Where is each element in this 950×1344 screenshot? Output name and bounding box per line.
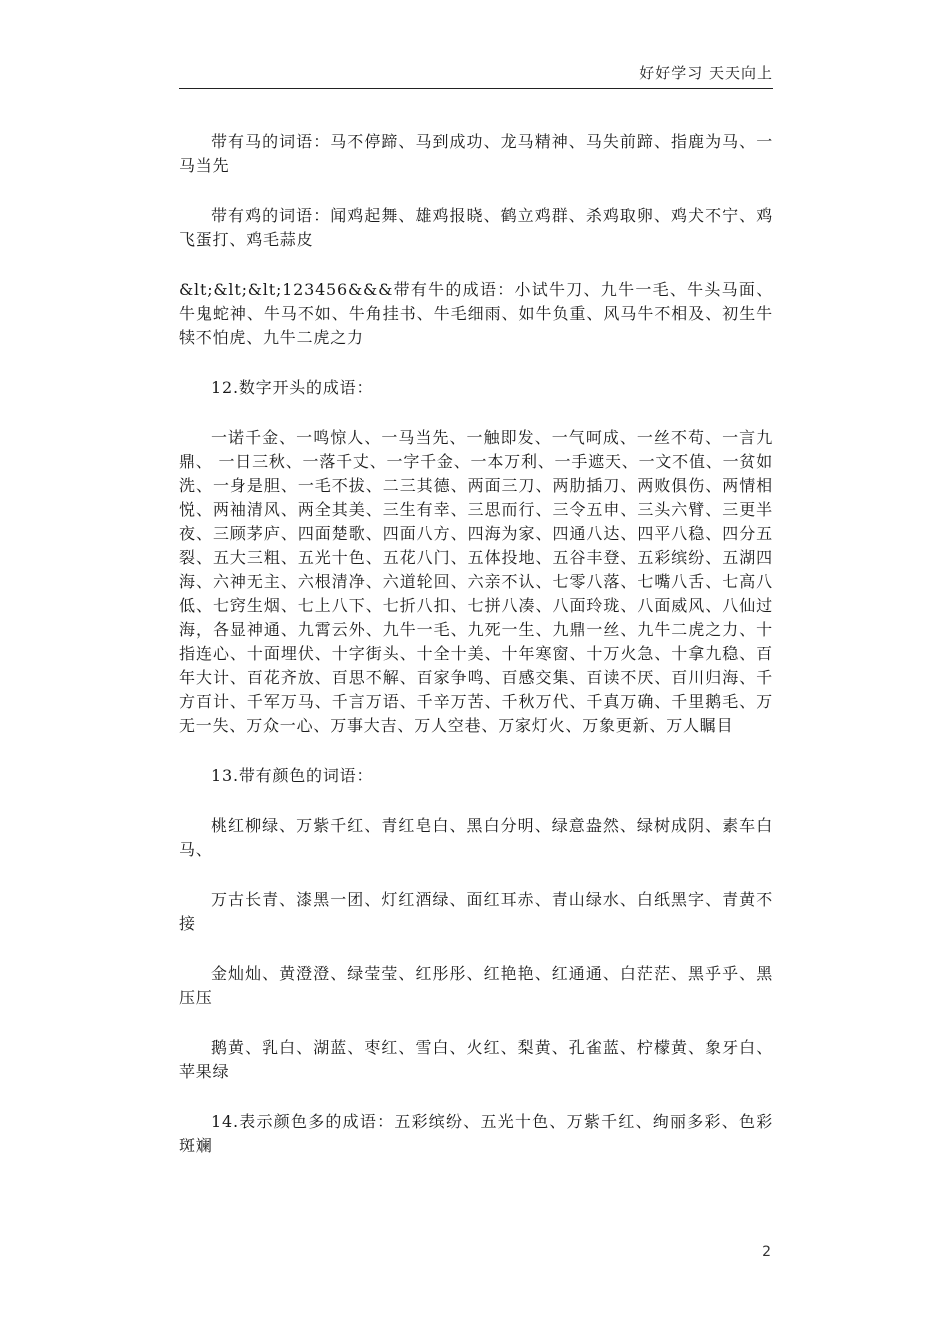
page-number: 2 — [762, 1244, 771, 1260]
document-body — [179, 130, 773, 1184]
paragraph-color-words-2: 万古长青、漆黑一团、灯红酒绿、面红耳赤、青山绿水、白纸黑字、青黄不接 — [179, 890, 773, 933]
page-header: 好好学习 天天向上 — [639, 64, 773, 82]
paragraph-chicken-words: 带有鸡的词语：闻鸡起舞、雄鸡报晓、鹤立鸡群、杀鸡取卵、鸡犬不宁、鸡飞蛋打、鸡毛蒜皮 — [179, 206, 773, 249]
paragraph-ox-idioms: &lt;&lt;&lt;123456&&&带有牛的成语：小试牛刀、九牛一毛、牛头马面、牛鬼蛇神、牛马不如、牛角挂书、牛毛细雨、如牛负重、风马牛不相及、初生牛犊不怕虎、九牛二虎之力 — [179, 280, 773, 347]
section-heading-12: 12.数字开头的成语： — [211, 378, 374, 397]
section-heading-14: 14.表示颜色多的成语：五彩缤纷、五光十色、万紫千红、绚丽多彩、色彩斑斓 — [179, 1112, 773, 1155]
section-heading-13: 13.带有颜色的词语： — [211, 766, 374, 785]
paragraph-number-idioms: 一诺千金、一鸣惊人、一马当先、一触即发、一气呵成、一丝不苟、一言九鼎、 一日三秋、一落千丈、一字千金、一本万利、一手遮天、一文不值、一贫如洗、一身是胆、一毛不拔、二三其德、两面三刀、两肋插刀、两败俱伤、两情相悦、两袖清风、两全其美、三生有幸、三思而行、三令五申、三头六臂、三更半夜、三顾茅庐、四面楚歌、四面八方、四海为家、四通八达、四平八稳、四分五裂、五大三粗、五光十色、五花八门、五体投地、五谷丰登、五彩缤纷、五湖四海、六神无主、六根清净、六道轮回、六亲不认、七零八落、七嘴八舌、七高八低、七窍生烟、七上八下、七折八扣、七拼八凑、八面玲珑、八面威风、八仙过海，各显神通、九霄云外、九牛一毛、九死一生、九鼎一丝、九牛二虎之力、十指连心、十面埋伏、十字街头、十全十美、十年寒窗、十万火急、十拿九稳、百年大计、百花齐放、百思不解、百家争鸣、百感交集、百读不厌、百川归海、千方百计、千军万马、千言万语、千辛万苦、千秋万代、千真万确、千里鹅毛、万无一失、万众一心、万事大吉、万人空巷、万家灯火、万象更新、万人瞩目 — [179, 428, 773, 735]
header-divider — [179, 88, 773, 89]
paragraph-horse-words: 带有马的词语：马不停蹄、马到成功、龙马精神、马失前蹄、指鹿为马、一马当先 — [179, 132, 773, 175]
paragraph-color-words-3: 金灿灿、黄澄澄、绿莹莹、红彤彤、红艳艳、红通通、白茫茫、黑乎乎、黑压压 — [179, 964, 773, 1007]
paragraph-color-words-4: 鹅黄、乳白、湖蓝、枣红、雪白、火红、梨黄、孔雀蓝、柠檬黄、象牙白、苹果绿 — [179, 1038, 773, 1081]
paragraph-color-words-1: 桃红柳绿、万紫千红、青红皂白、黑白分明、绿意盎然、绿树成阴、素车白马、 — [179, 816, 773, 859]
